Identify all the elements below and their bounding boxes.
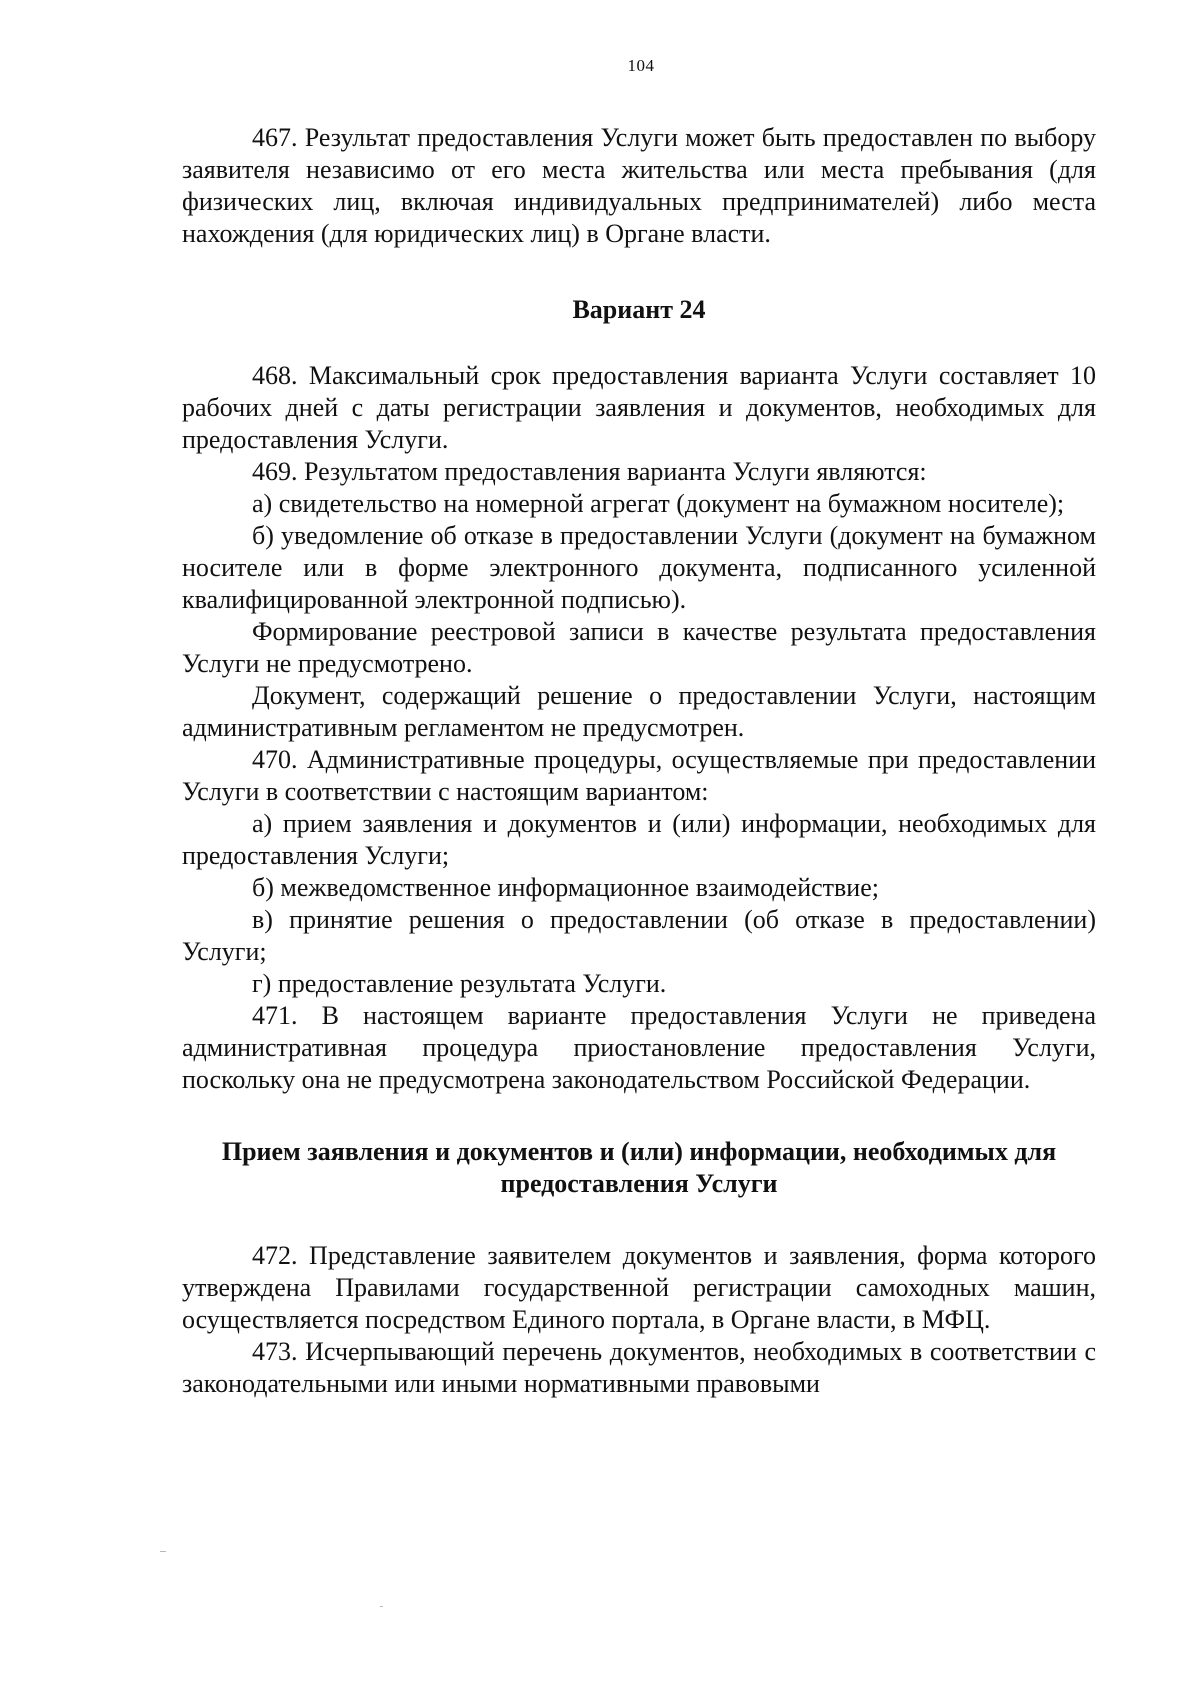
paragraph-469-registry: Формирование реестровой записи в качестве результата предоставления Услуги не предусмотрено. [182,617,1096,678]
heading-section-reception: Прием заявления и документов и (или) информации, необходимых для предоставления Услуги [221,1137,1057,1198]
paragraph-471: 471. В настоящем варианте предоставления Услуги не приведена административная процедура приостановление предоставления Услуги, поскольку она не предусмотрена законодательством Российской Федерации. [182,1001,1096,1094]
document-body [182,122,1096,1400]
scan-artifact [380,1606,383,1607]
paragraph-470-c: в) принятие решения о предоставлении (об отказе в предоставлении) Услуги; [182,905,1096,966]
scan-artifact [160,1551,166,1552]
paragraph-470-a: а) прием заявления и документов и (или) информации, необходимых для предоставления Услуги; [182,809,1096,870]
page-number: 104 [627,56,655,75]
paragraph-467: 467. Результат предоставления Услуги может быть предоставлен по выбору заявителя независимо от его места жительства или места пребывания (для физических лиц, включая индивидуальных предпринимателей) либо места нахождения (для юридических лиц) в Органе власти. [182,123,1096,248]
paragraph-472: 472. Представление заявителем документов и заявления, форма которого утверждена Правилами государственной регистрации самоходных машин, осуществляется посредством Единого портала, в Органе власти, в МФЦ. [182,1241,1096,1334]
heading-variant-24: Вариант 24 [572,295,706,324]
paragraph-470-b: б) межведомственное информационное взаимодействие; [252,873,879,902]
paragraph-468: 468. Максимальный срок предоставления варианта Услуги составляет 10 рабочих дней с даты регистрации заявления и документов, необходимых для предоставления Услуги. [182,361,1096,454]
paragraph-469: 469. Результатом предоставления варианта Услуги являются: [252,457,927,486]
paragraph-470: 470. Административные процедуры, осуществляемые при предоставлении Услуги в соответствии с настоящим вариантом: [182,745,1096,806]
paragraph-473: 473. Исчерпывающий перечень документов, необходимых в соответствии с законодательными или иными нормативными правовыми [182,1337,1096,1398]
paragraph-469-a: а) свидетельство на номерной агрегат (документ на бумажном носителе); [252,489,1065,518]
paragraph-469-b: б) уведомление об отказе в предоставлении Услуги (документ на бумажном носителе или в форме электронного документа, подписанного усиленной квалифицированной электронной подписью). [182,521,1096,614]
paragraph-470-d: г) предоставление результата Услуги. [252,969,667,998]
paragraph-469-document: Документ, содержащий решение о предоставлении Услуги, настоящим административным регламентом не предусмотрен. [182,681,1096,742]
